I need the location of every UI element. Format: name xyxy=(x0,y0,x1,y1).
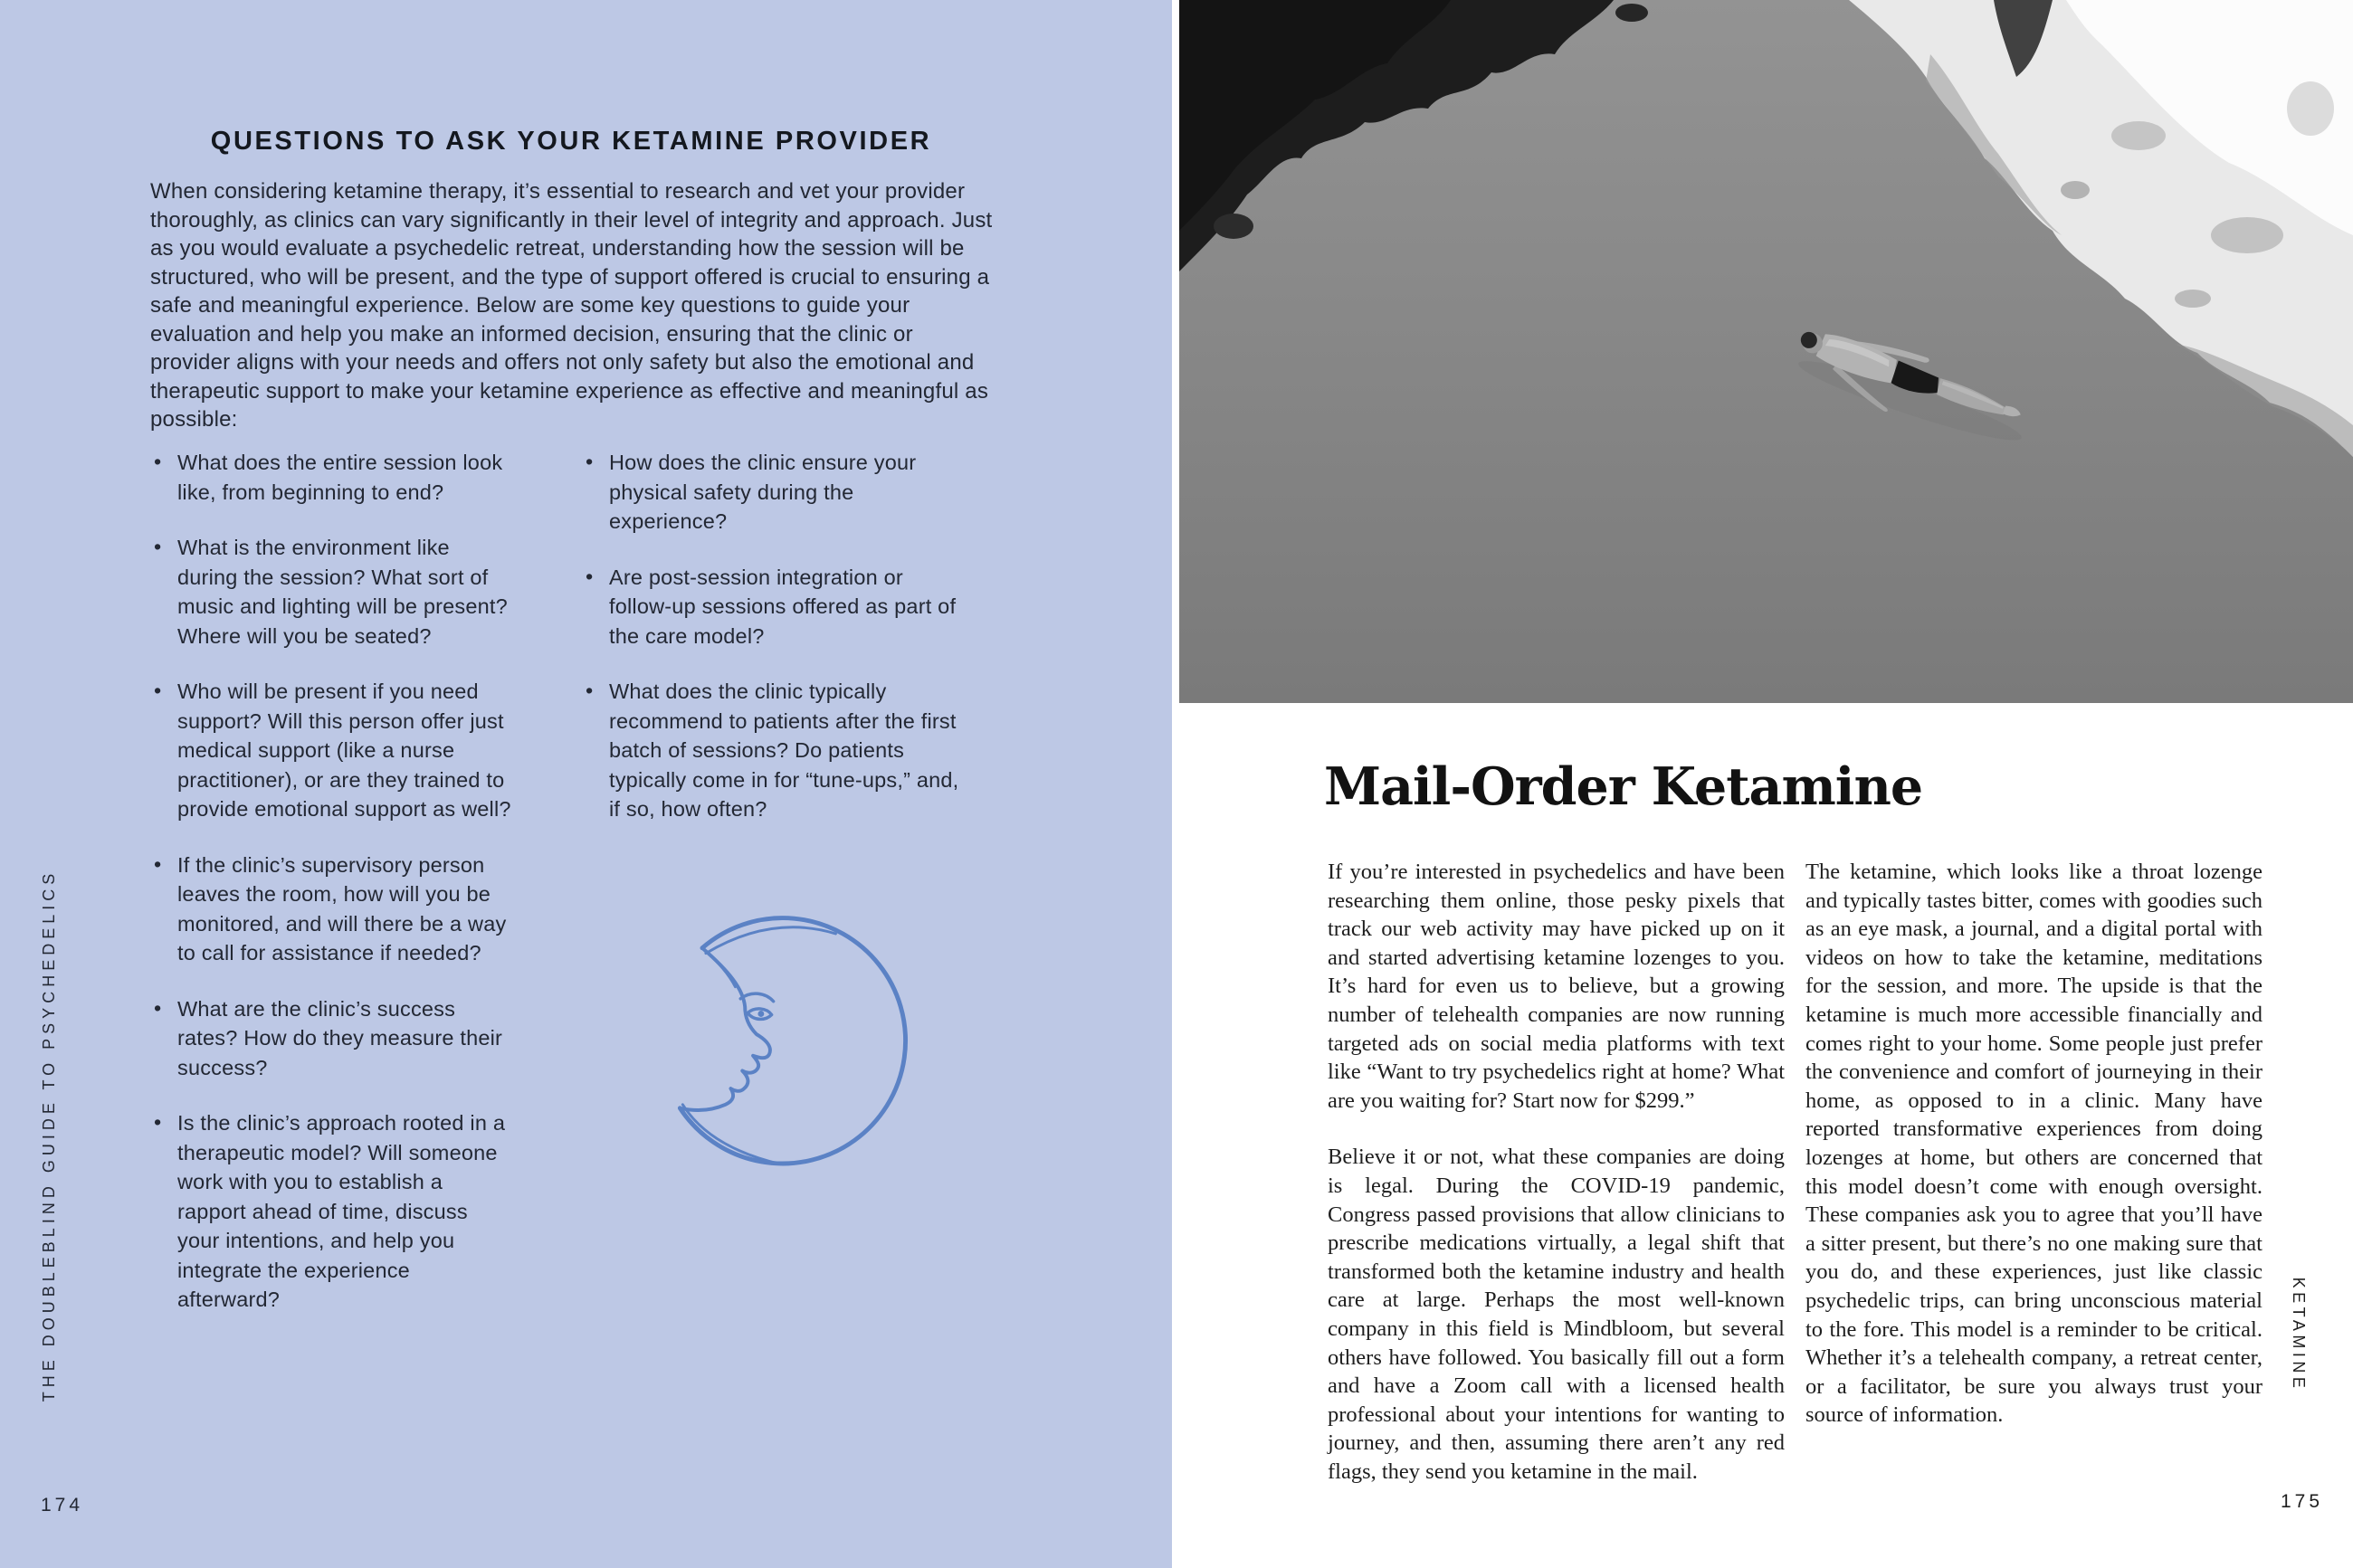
bullet-icon: • xyxy=(586,450,594,473)
article-column-2 xyxy=(1805,858,2262,1458)
question-text: What does the clinic typically recommend to patients after the first batch of sessions? Do patients typically come in for “tune-ups,” and, if so, how often? xyxy=(609,679,959,821)
bullet-icon: • xyxy=(154,679,162,702)
left-sidebar-title: THE DOUBLEBLIND GUIDE TO PSYCHEDELICS xyxy=(40,869,58,1402)
right-sidebar-title: KETAMINE xyxy=(2290,1277,2308,1392)
intro-paragraph: When considering ketamine therapy, it’s essential to research and vet your provider thoroughly, as clinics can vary significantly in their level of integrity and approach. Just as you would evaluate a psychedelic retreat, understanding how the session will be structured, who will be present, and the type of support offered is crucial to ensuring a safe and meaningful experience. Below are some key questions to guide your evaluation and help you make an informed decision, ensuring that the clinic or provider aligns with your needs and offers not only safety but also the emotional and therapeutic support to make your ketamine experience as effective and meaningful as possible: xyxy=(150,179,993,432)
crescent-moon-illustration xyxy=(647,900,914,1181)
question-text: Is the clinic’s approach rooted in a therapeutic model? Will someone work with you to establish a rapport ahead of time, discuss your intentions, and help you integrate the experience afterward? xyxy=(177,1111,506,1311)
bullet-icon: • xyxy=(154,535,162,558)
questions-column-left xyxy=(152,448,516,1341)
bullet-icon: • xyxy=(154,995,162,1020)
left-page xyxy=(0,0,1172,1568)
article-title: Mail-Order Ketamine xyxy=(1324,756,1923,817)
question-item xyxy=(584,563,968,651)
bullet-icon: • xyxy=(154,851,162,876)
article-paragraph: If you’re interested in psychedelics and have been researching them online, those pesky pixels that track our web activity may have picked up on it and started advertising ketamine lozenges to you. It’s hard for even us to believe, but a growing number of telehealth companies are now running targeted ads on social media platforms with text like “Want to try psychedelics right at home? What are you waiting for? Start now for $299.” xyxy=(1328,860,1785,1113)
question-text: What does the entire session look like, from beginning to end? xyxy=(177,451,503,504)
bullet-icon: • xyxy=(154,1110,162,1134)
question-item xyxy=(584,448,968,537)
page-number-left: 174 xyxy=(41,1495,84,1516)
questions-column-right xyxy=(584,448,968,851)
question-text: Who will be present if you need support? Will this person offer just medical support (like a nurse practitioner), or are they trained to provide emotional support as well? xyxy=(177,679,511,821)
question-item xyxy=(152,994,516,1083)
bullet-icon: • xyxy=(154,450,162,473)
question-item xyxy=(152,1108,516,1315)
question-text: What are the clinic’s success rates? How do they measure their success? xyxy=(177,996,503,1079)
page-number-right: 175 xyxy=(2281,1491,2324,1512)
question-text: Are post-session integration or follow-up sessions offered as part of the care model? xyxy=(609,565,957,648)
article-paragraph: The ketamine, which looks like a throat lozenge and typically tastes bitter, comes with goodies such as an eye mask, a journal, and a digital portal with videos on how to take the ketamine, meditations for the session, and more. The upside is that the ketamine is much more accessible financially and comes right to your home. Some people just prefer the convenience and comfort of journeying in their home, as opposed to in a clinic. Many have reported transformative experiences from doing lozenges at home, but others are concerned that this model doesn’t come with enough oversight. These companies ask you to agree that you’ll have a sitter present, but there’s no one making sure that you do, and these experiences, just like classic psychedelic trips, can bring unconscious material to the fore. This model is a reminder to be critical. Whether it’s a telehealth company, a retreat center, or a facilitator, be sure you always trust your source of information. xyxy=(1805,860,2262,1428)
article-column-1 xyxy=(1328,858,1785,1514)
question-item xyxy=(152,677,516,824)
right-page xyxy=(1172,0,2353,1568)
bullet-icon: • xyxy=(586,679,594,702)
question-text: What is the environment like during the session? What sort of music and lighting will be present? Where will you be seated? xyxy=(177,536,508,648)
question-text: If the clinic’s supervisory person leaves the room, how will you be monitored, and will there be a way to call for assistance if needed? xyxy=(177,852,507,965)
article-paragraph: Believe it or not, what these companies are doing is legal. During the COVID-19 pandemic, Congress passed provisions that allow clinicians to prescribe medications virtually, a legal shift that transformed both the ketamine industry and health care at large. Perhaps the most well-known company in this field is Mindbloom, but several others have followed. You basically fill out a form and have a Zoom call with a licensed health professional about your intentions for wanting to journey, and then, assuming there aren’t any red flags, they send you ketamine in the mail. xyxy=(1328,1145,1785,1484)
question-item xyxy=(152,448,516,507)
question-item xyxy=(152,533,516,651)
bullet-icon: • xyxy=(586,564,594,588)
question-item xyxy=(152,851,516,968)
question-item xyxy=(584,677,968,824)
page-heading: QUESTIONS TO ASK YOUR KETAMINE PROVIDER xyxy=(210,127,932,156)
question-text: How does the clinic ensure your physical safety during the experience? xyxy=(609,451,917,533)
floating-swimmer-photo xyxy=(1179,0,2353,703)
